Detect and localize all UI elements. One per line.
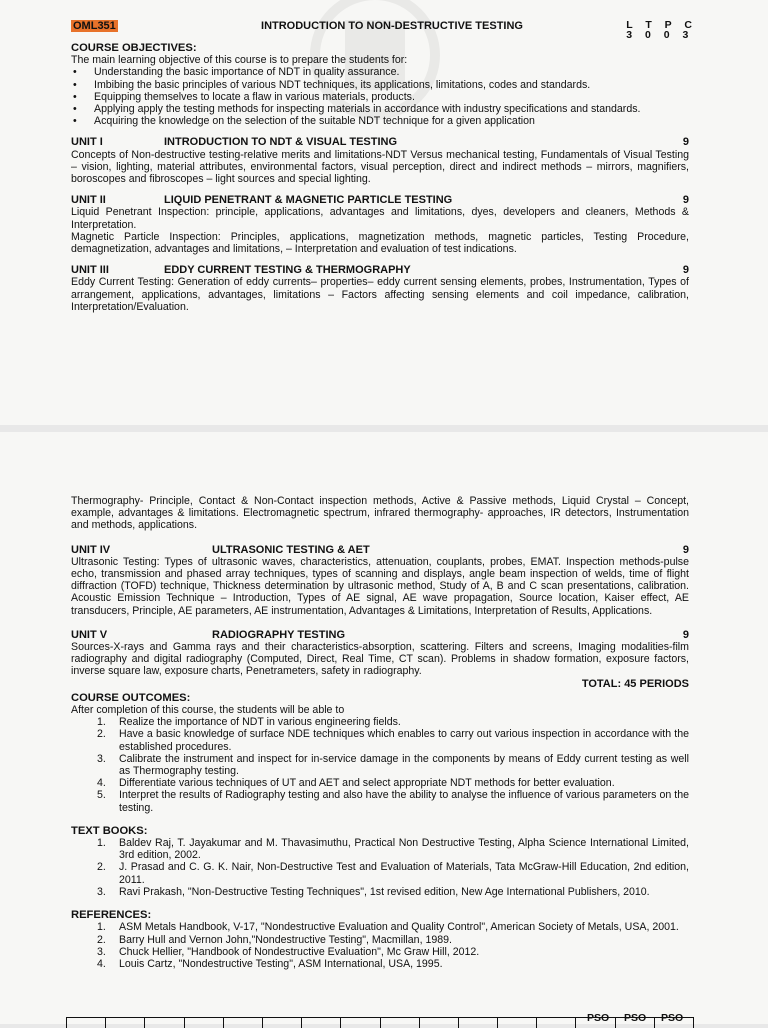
unit-1-body: Concepts of Non-destructive testing-relative merits and limitations-NDT Versus mechanical testing, Fundamentals of Visual Testing – vision, lighting, material attributes, environmental factors, visual perception, direct and indirect methods – mirrors, magnifiers, boroscopes and fibroscopes – light sources and special lighting.	[71, 148, 689, 186]
unit-hours: 9	[682, 543, 689, 556]
page-2-content	[71, 495, 689, 970]
list-item: 4. Louis Cartz, "Nondestructive Testing", ASM International, USA, 1995.	[97, 957, 443, 970]
list-item: 3. Ravi Prakash, "Non-Destructive Testing Techniques", 1st revised edition, New Age International Publishers, 2010.	[97, 885, 650, 898]
course-header	[71, 19, 697, 41]
unit-1-heading	[71, 136, 689, 148]
unit-hours: 9	[682, 194, 689, 207]
list-item: 1. ASM Metals Handbook, V-17, "Nondestructive Evaluation and Quality Control", American Society of Metals, USA, 2001.	[97, 921, 679, 934]
course-code: OML351	[73, 20, 116, 32]
list-item: • Applying apply the testing methods for inspecting materials in accordance with industry specifications and standards.	[94, 103, 689, 115]
unit-label: UNIT III	[71, 264, 109, 277]
references-heading: REFERENCES:	[71, 909, 152, 922]
list-item: • Acquiring the knowledge on the selection of the suitable NDT technique for a given application	[94, 115, 689, 127]
list-item: 2. Have a basic knowledge of surface NDE techniques which enables to carry out various inspection in accordance with the established procedures.	[97, 728, 689, 753]
objectives-list	[71, 66, 689, 127]
unit-2-body-liquid: Liquid Penetrant Inspection: principle, applications, advantages and limitations, dyes, developers and cleaners, Methods & Interpretation.	[71, 206, 689, 231]
unit-3-body: Eddy Current Testing: Generation of eddy currents– properties– eddy current sensing elements, probes, Instrumentation, Types of arrangement, applications, advantages, limitations – Factors affecting sensing elements and coil impedance, calibration, Interpretation/Evaluation.	[71, 276, 689, 313]
ltpc-letters: L T P C	[626, 19, 697, 31]
list-item: 2. J. Prasad and C. G. K. Nair, Non-Destructive Test and Evaluation of Materials, Tata McGraw-Hill Education, 2nd edition, 2011.	[97, 861, 689, 886]
outcomes-list	[71, 716, 689, 814]
list-item: 1. Baldev Raj, T. Jayakumar and M. Thavasimuthu, Practical Non Destructive Testing, Alpha Science International Limited, 3rd edition, 2002.	[97, 837, 689, 862]
unit-title: RADIOGRAPHY TESTING	[212, 628, 346, 641]
page-1-content	[71, 19, 697, 313]
unit-label: UNIT V	[71, 628, 108, 641]
list-item: • Equipping themselves to locate a flaw in various materials, products.	[94, 91, 689, 103]
unit-label: UNIT II	[71, 194, 106, 207]
unit-title: LIQUID PENETRANT & MAGNETIC PARTICLE TESTING	[164, 194, 453, 207]
list-item: • Understanding the basic importance of NDT in quality assurance.	[94, 66, 689, 78]
unit-2-body-magnetic: Magnetic Particle Inspection: Principles, applications, magnetization methods, magnetic particles, Testing Procedure, demagnetization, advantages and limitations, – Interpretation and evaluation of test indications.	[71, 230, 689, 256]
unit-hours: 9	[682, 136, 689, 149]
objectives-heading: COURSE OBJECTIVES:	[71, 42, 197, 54]
ltpc-block	[626, 20, 697, 40]
unit-title: INTRODUCTION TO NDT & VISUAL TESTING	[164, 136, 398, 149]
unit-label: UNIT IV	[71, 543, 111, 556]
table-header-pso: PSO	[661, 1012, 684, 1024]
unit-hours: 9	[682, 628, 689, 641]
outcomes-intro: After completion of this course, the students will be able to	[71, 704, 345, 717]
unit-label: UNIT I	[71, 136, 103, 149]
list-item: 3. Chuck Hellier, "Handbook of Nondestructive Evaluation", Mc Graw Hill, 2012.	[97, 945, 480, 958]
list-item: 1. Realize the importance of NDT in various engineering fields.	[97, 716, 401, 729]
course-title: INTRODUCTION TO NON-DESTRUCTIVE TESTING	[261, 20, 523, 32]
list-item: 5. Interpret the results of Radiography testing and also have the ability to analyse the influence of various parameters on the testing.	[97, 789, 689, 814]
unit-title: EDDY CURRENT TESTING & THERMOGRAPHY	[164, 264, 411, 277]
list-item: 3. Calibrate the instrument and inspect for in-service damage in the components by means of Eddy current testing as well as Thermography testing.	[97, 752, 689, 778]
outcomes-heading: COURSE OUTCOMES:	[71, 691, 191, 704]
list-item: 4. Differentiate various techniques of UT and AET and select appropriate NDT methods for better evaluation.	[97, 777, 615, 790]
textbooks-heading: TEXT BOOKS:	[71, 824, 148, 837]
ltpc-values: 3 0 0 3	[626, 29, 694, 41]
document-page-2	[0, 432, 768, 1024]
references-list	[71, 921, 689, 970]
unit-5-heading	[71, 629, 689, 641]
unit-4-heading	[71, 544, 689, 556]
unit-3-heading	[71, 264, 689, 276]
total-periods: TOTAL: 45 PERIODS	[581, 677, 689, 690]
document-page-1	[0, 0, 768, 425]
unit-4-body: Ultrasonic Testing: Types of ultrasonic waves, characteristics, attenuation, couplants, probes, EMAT. Inspection methods-pulse echo, transmission and phased array techniques, types of scanning and displays, angle beam inspection of welds, time of flight diffraction (TOFD) technique, Thickness determination by ultrasonic method, Study of A, B and C scan presentations, calibration. Acoustic Emission Technique – Introduction, Types of AE signal, AE wave propagation, Source location, Kaiser effect, AE transducers, Principle, AE parameters, AE instrumentation, Advantages & Limitations, Interpretation of Results, Applications.	[71, 555, 689, 617]
table-header-pso: PSO	[624, 1012, 647, 1024]
textbooks-list	[71, 837, 689, 898]
table-header-pso: PSO	[587, 1012, 610, 1024]
unit-3-continuation: Thermography- Principle, Contact & Non-Contact inspection methods, Active & Passive methods, Liquid Crystal – Concept, example, advantages & limitations. Electromagnetic spectrum, infrared thermography- approaches, IR detectors, Instrumentation and methods, applications.	[71, 495, 689, 532]
list-item: • Imbibing the basic principles of various NDT techniques, its applications, limitations, codes and standards.	[94, 79, 689, 91]
list-item: 2. Barry Hull and Vernon John,"Nondestructive Testing", Macmillan, 1989.	[97, 933, 452, 946]
unit-title: ULTRASONIC TESTING & AET	[212, 543, 370, 556]
objectives-intro: The main learning objective of this course is to prepare the students for:	[71, 54, 408, 67]
unit-hours: 9	[682, 264, 689, 277]
unit-2-heading	[71, 194, 689, 206]
unit-5-body: Sources-X-rays and Gamma rays and their characteristics-absorption, scattering. Filters and screens, Imaging modalities-film radiography and digital radiography (Computed, Direct, Real Time, CT scan). Problems in shadow formation, exposure factors, inverse square law, exposure charts, Penetrameters, safety in radiography.	[71, 641, 689, 678]
